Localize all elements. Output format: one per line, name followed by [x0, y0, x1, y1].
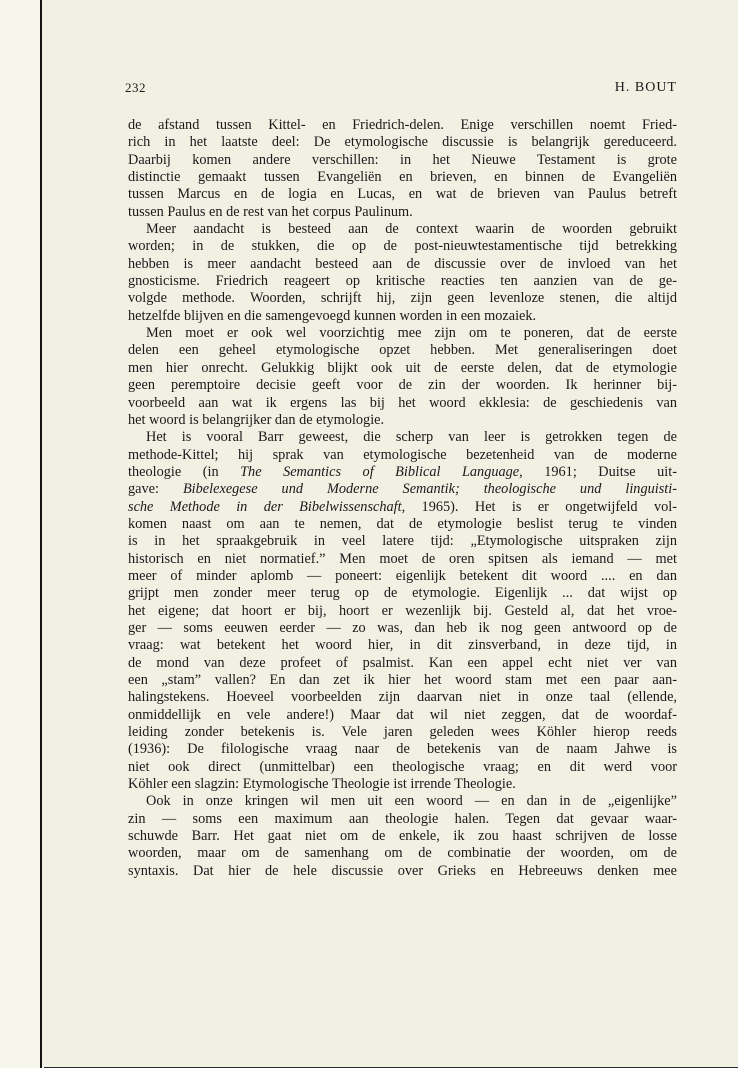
text-line: delen een geheel etymologische opzet hebben. Met generaliseringen doet — [128, 342, 677, 359]
text-line: gave: Bibelexegese und Moderne Semantik; theologische und linguisti- — [128, 481, 677, 498]
text-line: men hier onrecht. Gelukkig blijkt ook uit de eerste delen, dat de etymologie — [128, 359, 677, 376]
text-line: rich in het laatste deel: De etymologische discussie is belangrijk gereduceerd. — [128, 134, 677, 151]
running-head: H. BOUT — [614, 80, 677, 95]
text-line: ger — soms eeuwen eerder — zo was, dan heb ik nog geen antwoord op de — [128, 619, 677, 636]
paragraph — [128, 117, 677, 221]
text-line: halingstekens. Hoeveel voorbeelden zijn daarvan niet in onze taal (ellende, — [128, 689, 677, 706]
text-line: methode-Kittel; hij sprak van etymologische bezetenheid van de moderne — [128, 446, 677, 463]
text-line: komen naast om aan te nemen, dat de etymologie beslist terug te vinden — [128, 515, 677, 532]
text-line: zin — soms een maximum aan theologie halen. Tegen dat gevaar waar- — [128, 810, 677, 827]
text-line: de mond van deze profeet of psalmist. Kan een appel echt niet ver van — [128, 654, 677, 671]
text-line: Köhler een slagzin: Etymologische Theologie ist irrende Theologie. — [128, 776, 516, 793]
text-line: distinctie gemaakt tussen Evangeliën en brieven, en binnen de Evangeliën — [128, 169, 677, 186]
text-line: tussen Marcus en de logia en Lucas, en wat de brieven van Paulus betreft — [128, 186, 677, 203]
text-line: volgde methode. Woorden, schrijft hij, zijn geen levenloze stenen, die altijd — [128, 290, 677, 307]
text-line: (1936): De filologische vraag naar de betekenis van de naam Jahwe is — [128, 741, 677, 758]
paragraph — [128, 221, 677, 325]
text-line: voorbeeld aan wat ik ergens las bij het woord ekklesia: de geschiedenis van — [128, 394, 677, 411]
text-line: syntaxis. Dat hier de hele discussie over Grieks en Hebreeuws denken mee — [128, 862, 677, 879]
text-line: vraag: wat betekent het woord hier, in dit zinsverband, in deze tijd, in — [128, 637, 677, 654]
text-line: theologie (in The Semantics of Biblical Language, 1961; Duitse uit- — [128, 463, 677, 480]
text-line: grijpt men zonder meer terug op de etymologie. Eigenlijk ... dat wijst op — [128, 585, 677, 602]
text-line: Het is vooral Barr geweest, die scherp van leer is getrokken tegen de — [146, 429, 677, 446]
text-line: historisch en niet normatief.” Men moet de oren spitsen als iemand — met — [128, 550, 677, 567]
text-line: de afstand tussen Kittel- en Friedrich-delen. Enige verschillen noemt Fried- — [128, 117, 677, 133]
paragraph — [128, 793, 677, 880]
text-line: gnosticisme. Friedrich reageert op kritische reacties ten aanzien van de ge- — [128, 273, 677, 290]
text-line: Meer aandacht is besteed aan de context waarin de woorden gebruikt — [146, 221, 677, 238]
text-line: tussen Paulus en de rest van het corpus Paulinum. — [128, 203, 413, 220]
text-line: woorden, maar om de samenhang om de combinatie der woorden, om de — [128, 845, 677, 862]
text-line: onmiddellijk en vele andere!) Maar dat wil niet zeggen, dat de woordaf- — [128, 706, 677, 723]
text-line: hetzelfde blijven en die samengevoegd kunnen worden in een mozaiek. — [128, 307, 537, 324]
text-line: leiding zonder betekenis is. Vele jaren geleden wees Köhler hierop reeds — [128, 724, 677, 741]
text-line: Ook in onze kringen wil men uit een woord — en dan in de „eigenlijke” — [146, 793, 677, 810]
text-line: een „stam” vallen? En dan zet ik hier het woord stam met een paar aan- — [128, 672, 677, 688]
text-line: is in het spraakgebruik in veel latere tijd: „Etymologische uitspraken zijn — [128, 533, 677, 550]
text-line: sche Methode in der Bibelwissenschaft, 1965). Het is er ongetwijfeld vol- — [128, 498, 677, 515]
paragraph — [128, 429, 677, 793]
text-line: schuwde Barr. Het gaat niet om de enkele, ik zou haast schrijven de losse — [128, 828, 677, 845]
text-line: hebben is meer aandacht besteed aan de discussie over de invloed van het — [128, 255, 677, 272]
paragraph — [128, 325, 677, 429]
text-line: meer of minder aplomb — poneert: eigenlijk betekent dit woord .... en dan — [128, 567, 677, 584]
text-line: het woord is belangrijker dan de etymologie. — [128, 411, 385, 428]
text-line: Men moet er ook wel voorzichtig mee zijn om te poneren, dat de eerste — [146, 325, 677, 342]
text-line: Daarbij komen andere verschillen: in het Nieuwe Testament is grote — [128, 151, 677, 168]
text-line: het eigene; dat hoort er bij, hoort er wezenlijk bij. Gesteld al, dat het vroe- — [128, 602, 677, 619]
text-line: niet ook direct (unmittelbar) een theologische vraag; en dit werd voor — [128, 758, 677, 775]
body-text — [128, 117, 677, 880]
text-line: geen peremptoire decisie geeft voor de zin der woorden. Ik herinner bij- — [128, 377, 677, 394]
text-line: worden; in de stukken, die op de post-nieuwtestamentische tijd betrekking — [128, 238, 677, 255]
scan-margin — [0, 0, 40, 1068]
page-number: 232 — [125, 80, 146, 95]
